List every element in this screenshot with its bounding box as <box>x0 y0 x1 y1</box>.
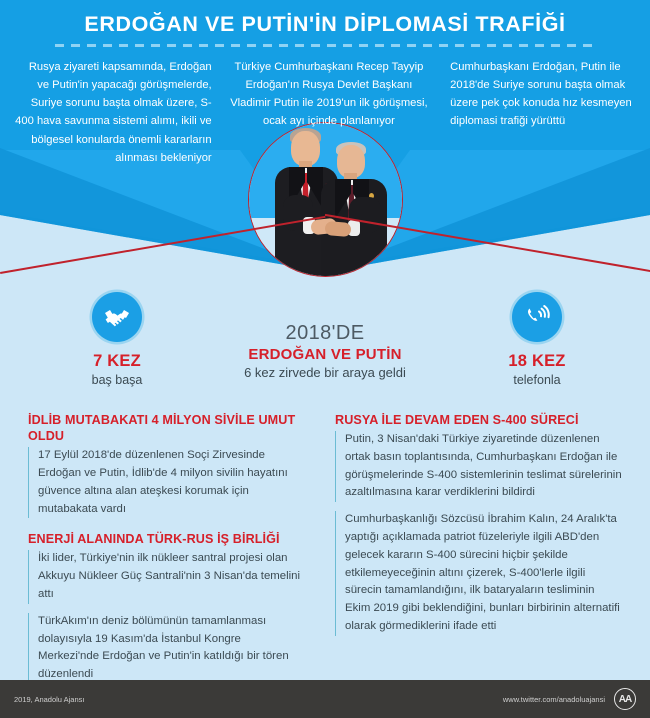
section-idlib <box>28 412 303 518</box>
stat-face-to-face <box>62 292 172 387</box>
dashed-divider <box>55 44 595 47</box>
stat-face-to-face-label: baş başa <box>91 373 143 387</box>
footer-copyright: 2019, Anadolu Ajansı <box>14 694 85 704</box>
stat-phone-calls-number: 18 KEZ <box>508 352 566 370</box>
section-s400-paragraph-1: Putin, 3 Nisan'daki Türkiye ziyaretinde düzenlenen ortak basın toplantısında, Cumhurbaşkanı Erdoğan ile görüşmelerinde S-400 sistemlerinin teslimat sürelerinin azaltılmasına karar verdiklerini bildirdi <box>335 431 622 502</box>
intro-paragraph-center: Türkiye Cumhurbaşkanı Recep Tayyip Erdoğan'ın Rusya Devlet Başkanı Vladimir Putin ile 2019'un ilk görüşmesi, ocak ayı içinde planlanıyor <box>230 61 428 128</box>
stat-face-to-face-number: 7 KEZ <box>93 352 141 370</box>
page-title: ERDOĞAN VE PUTİN'İN DİPLOMASİ TRAFİĞİ <box>84 12 566 36</box>
footer-right-group <box>503 688 636 710</box>
section-energy <box>28 531 303 684</box>
body-column-right <box>325 412 622 674</box>
section-idlib-paragraph-1: 17 Eylül 2018'de düzenlenen Soçi Zirvesinde Erdoğan ve Putin, İdlib'de 4 milyon sivilin hayatını güvence altına alan ateşkesi korumak için mutabakata vardı <box>28 447 303 518</box>
stat-summit-center <box>175 322 475 380</box>
handshake-icon <box>92 292 142 342</box>
section-energy-paragraph-1: İki lider, Türkiye'nin ilk nükleer santral projesi olan Akkuyu Nükleer Güç Santrali'nin 3 Nisan'da temelini attı <box>28 550 303 603</box>
body-column-left <box>28 412 325 681</box>
summit-year: 2018'DE <box>285 322 365 344</box>
handshake-hand-right <box>324 221 351 237</box>
body-columns <box>0 412 650 681</box>
footer-bar <box>0 680 650 718</box>
stat-phone-calls <box>482 292 592 387</box>
intro-paragraph-right: Cumhurbaşkanı Erdoğan, Putin ile 2018'de Suriye sorunu başta olmak üzere pek çok konuda hız kesmeyen diplomasi trafiği yürüttü <box>450 61 632 128</box>
section-idlib-heading: İDLİB MUTABAKATI 4 MİLYON SİVİLE UMUT OLDU <box>28 413 296 444</box>
summit-names: ERDOĞAN VE PUTİN <box>248 346 402 363</box>
section-s400 <box>335 412 622 636</box>
section-energy-paragraph-2: TürkAkım'ın deniz bölümünün tamamlanması dolayısıyla 19 Kasım'da İstanbul Kongre Merkezi'nde Erdoğan ve Putin'in katıldığı bir tören düzenlendi <box>28 613 303 684</box>
aa-logo-icon: AA <box>614 688 636 710</box>
phone-ringing-icon <box>512 292 562 342</box>
stat-phone-calls-label: telefonla <box>513 373 561 387</box>
summit-subtitle: 6 kez zirvede bir araya geldi <box>244 365 406 380</box>
footer-twitter-url[interactable]: www.twitter.com/anadoluajansi <box>502 694 605 704</box>
section-s400-paragraph-2: Cumhurbaşkanlığı Sözcüsü İbrahim Kalın, 24 Aralık'ta yaptığı açıklamada patriot füzeleriyle ilgili ABD'den gelecek kararın S-400 sürecini hiçbir şekilde etkilemeyeceğinin altını çizerek, S-400'lerle ilgili sürecin tamamlandığını, ilk bataryaların tesliminin Ekim 2019 gibi beklendiğini, bunları birbirinin alternatifi olarak görmediklerini ifade etti <box>335 511 622 635</box>
intro-paragraph-left: Rusya ziyareti kapsamında, Erdoğan ve Putin'in yapacağı görüşmelerde, Suriye sorunu başta olmak üzere, S-400 hava savunma sistemi alımı, ikili ve bölgesel konularda önemli kararların alınması bekleniyor <box>15 61 212 164</box>
intro-columns <box>0 58 650 167</box>
section-s400-heading: RUSYA İLE DEVAM EDEN S-400 SÜRECİ <box>335 413 579 427</box>
section-energy-heading: ENERJİ ALANINDA TÜRK-RUS İŞ BİRLİĞİ <box>28 532 280 547</box>
